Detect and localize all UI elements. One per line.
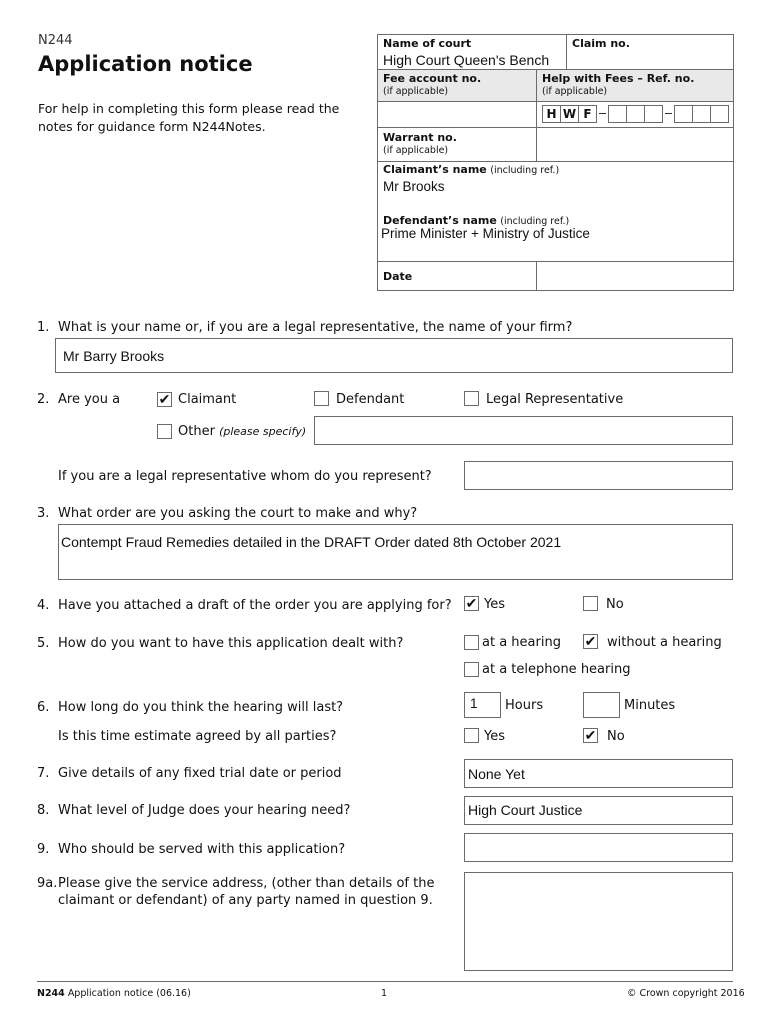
hwf-box-digit[interactable] xyxy=(692,105,711,123)
claimant-option-label: Claimant xyxy=(178,392,237,407)
at-hearing-checkbox[interactable] xyxy=(464,635,479,650)
estimate-agreed-yes-label: Yes xyxy=(484,729,505,744)
claimant-checkbox[interactable] xyxy=(157,392,172,407)
hours-label: Hours xyxy=(505,698,544,713)
telephone-hearing-label: at a telephone hearing xyxy=(482,662,631,677)
q1-name-field[interactable]: Mr Barry Brooks xyxy=(55,338,733,373)
q6-text: How long do you think the hearing will last? xyxy=(58,700,344,715)
defendant-sub: (including ref.) xyxy=(500,216,570,227)
other-specify-field[interactable] xyxy=(314,416,733,445)
defendant-label: Defendant’s name xyxy=(383,214,497,227)
hwf-box-digit[interactable] xyxy=(644,105,663,123)
page-number: 1 xyxy=(381,988,388,999)
represented-party-field[interactable] xyxy=(464,461,733,490)
form-code: N244 xyxy=(38,33,73,48)
draft-order-no-checkbox[interactable] xyxy=(583,596,598,611)
footer-code: N244 xyxy=(37,988,65,999)
q3-text: What order are you asking the court to make and why? xyxy=(58,506,418,521)
fee-account-sub: (if applicable) xyxy=(383,86,449,97)
page-title: Application notice xyxy=(38,52,253,76)
fee-account-label: Fee account no. xyxy=(383,72,482,85)
q9a-number: 9a. xyxy=(37,876,58,891)
legal-representative-option-label: Legal Representative xyxy=(486,392,624,407)
q1-number: 1. xyxy=(37,320,50,335)
without-hearing-label: without a hearing xyxy=(607,635,722,650)
check-mark-icon: ✔ xyxy=(158,391,171,407)
hours-field[interactable]: 1 xyxy=(464,692,501,718)
q6-number: 6. xyxy=(37,700,50,715)
hwf-label: Help with Fees – Ref. no. xyxy=(542,72,695,85)
footer-form-name: Application notice (06.16) xyxy=(67,988,191,999)
footer-divider xyxy=(37,981,733,982)
estimate-agreed-yes-checkbox[interactable] xyxy=(464,728,479,743)
other-option-label: Other xyxy=(178,424,215,439)
q4-number: 4. xyxy=(37,598,50,613)
q5-number: 5. xyxy=(37,636,50,651)
other-option-label-wrap xyxy=(178,424,306,439)
warrant-label: Warrant no. xyxy=(383,131,457,144)
draft-order-yes-checkbox[interactable] xyxy=(464,596,479,611)
defendant-option-label: Defendant xyxy=(336,392,405,407)
check-mark-icon: ✔ xyxy=(584,633,597,649)
served-parties-field[interactable] xyxy=(464,833,733,862)
minutes-field[interactable] xyxy=(583,692,620,718)
judge-level-field[interactable]: High Court Justice xyxy=(464,796,733,825)
service-address-field[interactable] xyxy=(464,872,733,971)
other-checkbox[interactable] xyxy=(157,424,172,439)
name-of-court-label: Name of court xyxy=(383,37,472,50)
hwf-dash-2 xyxy=(665,113,672,114)
other-option-hint: (please specify) xyxy=(219,425,307,438)
q4-text: Have you attached a draft of the order you are applying for? xyxy=(58,598,452,613)
telephone-hearing-checkbox[interactable] xyxy=(464,662,479,677)
draft-order-no-label: No xyxy=(606,597,624,612)
at-hearing-label: at a hearing xyxy=(482,635,561,650)
check-mark-icon: ✔ xyxy=(465,595,478,611)
q3-number: 3. xyxy=(37,506,50,521)
q7-text: Give details of any fixed trial date or period xyxy=(58,766,342,781)
estimate-agreed-no-checkbox[interactable] xyxy=(583,728,598,743)
legal-representative-checkbox[interactable] xyxy=(464,391,479,406)
claimant-label-wrap xyxy=(383,163,559,176)
q2-number: 2. xyxy=(37,392,50,407)
hwf-dash-1 xyxy=(599,113,606,114)
help-text-line2: notes for guidance form N244Notes. xyxy=(38,119,266,134)
warrant-sub: (if applicable) xyxy=(383,145,449,156)
claimant-sub: (including ref.) xyxy=(490,165,560,176)
q5-text: How do you want to have this application dealt with? xyxy=(58,636,404,651)
copyright: © Crown copyright 2016 xyxy=(627,988,745,999)
hwf-sub: (if applicable) xyxy=(542,86,608,97)
defendant-value[interactable]: Prime Minister + Ministry of Justice xyxy=(381,226,590,241)
hwf-box-digit[interactable] xyxy=(626,105,645,123)
hwf-box-digit[interactable] xyxy=(608,105,627,123)
claimant-label: Claimant’s name xyxy=(383,163,487,176)
draft-order-yes-label: Yes xyxy=(484,597,505,612)
claimant-value[interactable]: Mr Brooks xyxy=(383,179,445,194)
help-text-line1: For help in completing this form please read the xyxy=(38,101,340,116)
footer-form-name-wrap xyxy=(37,988,191,999)
q2-rep-text: If you are a legal representative whom do you represent? xyxy=(58,469,432,484)
check-mark-icon: ✔ xyxy=(584,727,597,743)
q9a-text-line1: Please give the service address, (other than details of the xyxy=(58,876,435,891)
defendant-checkbox[interactable] xyxy=(314,391,329,406)
hwf-box-w: W xyxy=(560,105,579,123)
q8-number: 8. xyxy=(37,803,50,818)
q9a-text-line2: claimant or defendant) of any party named in question 9. xyxy=(58,893,433,908)
without-hearing-checkbox[interactable] xyxy=(583,634,598,649)
hwf-box-f: F xyxy=(578,105,597,123)
q7-number: 7. xyxy=(37,766,50,781)
q3-order-field[interactable]: Contempt Fraud Remedies detailed in the DRAFT Order dated 8th October 2021 xyxy=(58,524,733,580)
q1-text: What is your name or, if you are a legal representative, the name of your firm? xyxy=(58,320,573,335)
hwf-box-digit[interactable] xyxy=(710,105,729,123)
q8-text: What level of Judge does your hearing need? xyxy=(58,803,351,818)
claim-no-label: Claim no. xyxy=(572,37,630,50)
minutes-label: Minutes xyxy=(624,698,676,713)
hwf-box-h: H xyxy=(542,105,561,123)
name-of-court-value[interactable]: High Court Queen's Bench xyxy=(383,52,550,68)
q2-text: Are you a xyxy=(58,392,121,407)
q9-number: 9. xyxy=(37,842,50,857)
date-label: Date xyxy=(383,270,413,283)
q6b-text: Is this time estimate agreed by all parties? xyxy=(58,729,337,744)
fixed-trial-date-field[interactable]: None Yet xyxy=(464,759,733,788)
q9-text: Who should be served with this application? xyxy=(58,842,346,857)
hwf-box-digit[interactable] xyxy=(674,105,693,123)
estimate-agreed-no-label: No xyxy=(607,729,625,744)
